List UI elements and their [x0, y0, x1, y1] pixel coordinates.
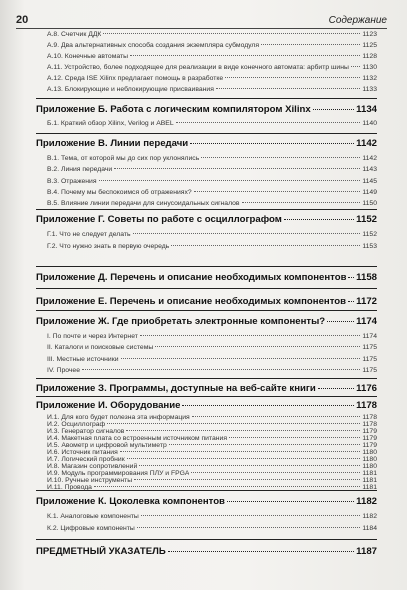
toc-entry-page: 1149 — [362, 189, 377, 196]
leader-dots — [137, 527, 361, 528]
toc-chapter-entry[interactable] — [36, 296, 377, 307]
toc-entry-label: А.8. Счетчик ДДК — [47, 31, 102, 38]
leader-dots — [201, 157, 360, 158]
toc-entry-page: 1174 — [362, 333, 377, 340]
toc-entry-label: И.4. Макетная плата со встроенным источником питания — [47, 435, 228, 442]
toc-entry-label: А.10. Конечные автоматы — [47, 53, 129, 60]
section-divider — [36, 266, 377, 267]
toc-chapter-entry[interactable] — [36, 138, 377, 149]
leader-dots — [313, 109, 354, 110]
toc-section-entry[interactable] — [47, 470, 377, 477]
toc-entry-page: 1181 — [362, 470, 377, 477]
toc-entry-label: Г.2. Что нужно знать в первую очередь — [47, 243, 170, 250]
toc-entry-page: 1180 — [362, 456, 377, 463]
leader-dots — [140, 335, 361, 336]
toc-entry-page: 1145 — [362, 178, 377, 185]
toc-entry-label: Приложение И. Оборудование — [36, 400, 181, 411]
toc-chapter-entry[interactable] — [36, 104, 377, 115]
leader-dots — [229, 437, 360, 438]
toc-entry-page: 1179 — [362, 428, 377, 435]
toc-entry-page: 1142 — [356, 138, 377, 149]
leader-dots — [327, 321, 354, 322]
leader-dots — [126, 430, 360, 431]
toc-entry-page: 1125 — [362, 42, 377, 49]
toc-entry-label: И.7. Логический пробник — [47, 456, 125, 463]
toc-entry-label: Приложение Е. Перечень и описание необходимых компонентов — [36, 296, 347, 307]
toc-entry-label: И.11. Провода — [47, 484, 92, 491]
toc-entry-label: И.3. Генератор сигналов — [47, 428, 125, 435]
toc-section-entry[interactable] — [47, 31, 377, 38]
toc-entry-label: ПРЕДМЕТНЫЙ УКАЗАТЕЛЬ — [36, 546, 166, 557]
toc-entry-label: I. По почте и через Интернет — [47, 333, 138, 340]
toc-entry-label: И.6. Источник питания — [47, 449, 118, 456]
toc-section-entry[interactable] — [47, 120, 377, 127]
toc-section-entry[interactable] — [47, 178, 377, 185]
toc-entry-page: 1158 — [356, 272, 377, 283]
toc-entry-page: 1182 — [356, 496, 377, 507]
leader-dots — [351, 66, 361, 67]
leader-dots — [127, 458, 361, 459]
toc-entry-label: В.4. Почему мы беспокоимся об отражениях? — [47, 189, 192, 196]
toc-section-entry[interactable] — [47, 231, 377, 238]
leader-dots — [168, 551, 354, 552]
toc-entry-page: 1181 — [362, 484, 377, 491]
toc-entry-label: В.3. Отражения — [47, 178, 97, 185]
toc-entry-page: 1174 — [356, 316, 377, 327]
toc-section-entry[interactable] — [47, 75, 377, 82]
section-divider — [36, 209, 377, 210]
leader-dots — [171, 245, 360, 246]
toc-entry-page: 1176 — [356, 383, 377, 394]
toc-entry-page: 1175 — [362, 356, 377, 363]
leader-dots — [284, 219, 354, 220]
toc-entry-label: К.2. Цифровые компоненты — [47, 525, 135, 532]
toc-entry-page: 1180 — [362, 449, 377, 456]
toc-entry-label: В.2. Линия передачи — [47, 166, 113, 173]
toc-entry-page: 1128 — [362, 53, 377, 60]
leader-dots — [121, 358, 361, 359]
toc-chapter-entry[interactable] — [36, 383, 377, 394]
leader-dots — [114, 168, 360, 169]
toc-entry-label: К.1. Аналоговые компоненты — [47, 513, 139, 520]
toc-section-entry[interactable] — [47, 442, 377, 449]
toc-entry-label: И.10. Ручные инструменты — [47, 477, 133, 484]
toc-entry-label: И.5. Авометр и цифровой мультиметр — [47, 442, 167, 449]
toc-entry-page: 1140 — [362, 120, 377, 127]
toc-entry-page: 1180 — [362, 463, 377, 470]
toc-entry-label: Приложение З. Программы, доступные на веб-сайте книги — [36, 383, 316, 394]
section-title: Содержание — [328, 15, 387, 26]
toc-entry-page: 1132 — [362, 75, 377, 82]
toc-entry-label: И.9. Модуль программирования ПЛУ и FPGA — [47, 470, 190, 477]
toc-entry-page: 1178 — [362, 421, 377, 428]
toc-entry-label: И.8. Магазин сопротивлений — [47, 463, 138, 470]
toc-entry-page: 1152 — [356, 214, 377, 225]
toc-entry-label: А.11. Устройство, более подходящее для реализации в виде конечного автомата: арбитр шины — [47, 64, 349, 71]
toc-entry-page: 1179 — [362, 435, 377, 442]
leader-dots — [348, 301, 354, 302]
section-divider — [36, 288, 377, 289]
leader-dots — [191, 472, 360, 473]
toc-section-entry[interactable] — [47, 356, 377, 363]
toc-entry-page: 1123 — [362, 31, 377, 38]
toc-entry-page: 1150 — [362, 200, 377, 207]
toc-entry-label: Приложение К. Цоколевка компонентов — [36, 496, 225, 507]
section-divider — [36, 310, 377, 311]
toc-entry-page: 1134 — [356, 104, 377, 115]
leader-dots — [130, 55, 360, 56]
toc-chapter-entry[interactable] — [36, 214, 377, 225]
section-divider — [36, 396, 377, 397]
leader-dots — [242, 202, 361, 203]
leader-dots — [318, 388, 354, 389]
toc-entry-page: 1187 — [356, 546, 377, 557]
leader-dots — [139, 465, 360, 466]
toc-entry-label: Приложение Ж. Где приобретать электронные компоненты? — [36, 316, 326, 327]
toc-entry-label: И.2. Осциллограф — [47, 421, 106, 428]
toc-section-entry[interactable] — [47, 449, 377, 456]
toc-entry-page: 1130 — [362, 64, 377, 71]
toc-section-entry[interactable] — [47, 64, 377, 71]
toc-chapter-entry[interactable] — [36, 400, 377, 411]
toc-entry-page: 1184 — [362, 525, 377, 532]
leader-dots — [176, 122, 361, 123]
toc-entry-page: 1142 — [362, 155, 377, 162]
toc-chapter-entry[interactable] — [36, 546, 377, 557]
page-number: 20 — [16, 14, 29, 26]
toc-section-entry[interactable] — [47, 456, 377, 463]
toc-entry-label: II. Каталоги и поисковые системы — [47, 344, 154, 351]
toc-entry-label: И.1. Для кого будет полезна эта информация — [47, 414, 190, 421]
leader-dots — [194, 191, 361, 192]
toc-entry-page: 1133 — [362, 86, 377, 93]
toc-entry-label: Приложение Г. Советы по работе с осциллографом — [36, 214, 282, 225]
toc-entry-page: 1152 — [362, 231, 377, 238]
leader-dots — [99, 180, 361, 181]
toc-entry-label: Приложение Д. Перечень и описание необходимых компонентов — [36, 272, 347, 283]
leader-dots — [107, 423, 360, 424]
toc-section-entry[interactable] — [47, 189, 377, 196]
leader-dots — [141, 515, 361, 516]
toc-entry-label: IV. Прочее — [47, 367, 80, 374]
toc-section-entry[interactable] — [47, 42, 377, 49]
leader-dots — [261, 44, 360, 45]
toc-chapter-entry[interactable] — [36, 496, 377, 507]
toc-section-entry[interactable] — [47, 333, 377, 340]
toc-section-entry[interactable] — [47, 344, 377, 351]
toc-section-entry[interactable] — [47, 463, 377, 470]
toc-chapter-entry[interactable] — [36, 316, 377, 327]
toc-entry-label: В.5. Влияние линии передачи для синусоидальных сигналов — [47, 200, 240, 207]
leader-dots — [134, 479, 360, 480]
leader-dots — [133, 233, 361, 234]
toc-entry-page: 1178 — [362, 414, 377, 421]
toc-entry-label: А.12. Среда ISE Xilinx предлагает помощь в разработке — [47, 75, 224, 82]
leader-dots — [120, 451, 361, 452]
toc-section-entry[interactable] — [47, 513, 377, 520]
toc-section-entry[interactable] — [47, 155, 377, 162]
toc-entry-page: 1178 — [356, 400, 377, 411]
toc-chapter-entry[interactable] — [36, 272, 377, 283]
toc-entry-page: 1181 — [362, 477, 377, 484]
toc-entry-label: Г.1. Что не следует делать — [47, 231, 131, 238]
leader-dots — [182, 405, 354, 406]
section-divider — [36, 378, 377, 379]
leader-dots — [169, 444, 361, 445]
page-header — [16, 8, 387, 29]
toc-entry-label: А.13. Блокирующие и неблокирующие присваивания — [47, 86, 214, 93]
toc-entry-label: Приложение Б. Работа с логическим компилятором Xilinx — [36, 104, 311, 115]
toc-section-entry[interactable] — [47, 484, 377, 491]
toc-section-entry[interactable] — [47, 367, 377, 374]
leader-dots — [348, 277, 354, 278]
toc-entry-page: 1175 — [362, 367, 377, 374]
leader-dots — [103, 33, 360, 34]
leader-dots — [216, 88, 360, 89]
toc-entry-page: 1182 — [362, 513, 377, 520]
leader-dots — [225, 77, 360, 78]
toc-section-entry[interactable] — [47, 166, 377, 173]
toc-entry-page: 1143 — [362, 166, 377, 173]
toc-section-entry[interactable] — [47, 428, 377, 435]
leader-dots — [227, 501, 354, 502]
toc-entry-label: III. Местные источники — [47, 356, 119, 363]
toc-section-entry[interactable] — [47, 421, 377, 428]
leader-dots — [82, 369, 360, 370]
toc-entry-label: Приложение В. Линии передачи — [36, 138, 189, 149]
section-divider — [36, 98, 377, 99]
toc-entry-page: 1179 — [362, 442, 377, 449]
leader-dots — [192, 416, 361, 417]
toc-section-entry[interactable] — [47, 477, 377, 484]
leader-dots — [190, 143, 354, 144]
toc-section-entry[interactable] — [47, 414, 377, 421]
toc-entry-page: 1175 — [362, 344, 377, 351]
toc-section-entry[interactable] — [47, 86, 377, 93]
section-divider — [36, 133, 377, 134]
toc-section-entry[interactable] — [47, 200, 377, 207]
toc-entry-page: 1153 — [362, 243, 377, 250]
toc-entry-label: Б.1. Краткий обзор Xilinx, Verilog и ABEL — [47, 120, 174, 127]
leader-dots — [155, 346, 360, 347]
toc-section-entry[interactable] — [47, 525, 377, 532]
toc-section-entry[interactable] — [47, 53, 377, 60]
leader-dots — [94, 486, 360, 487]
toc-section-entry[interactable] — [47, 435, 377, 442]
toc-entry-label: В.1. Тема, от которой мы до сих пор уклонялись — [47, 155, 200, 162]
toc-section-entry[interactable] — [47, 243, 377, 250]
toc-entry-label: А.9. Два альтернативных способа создания экземпляра субмодуля — [47, 42, 260, 49]
toc-entry-page: 1172 — [356, 296, 377, 307]
section-divider — [36, 539, 377, 540]
